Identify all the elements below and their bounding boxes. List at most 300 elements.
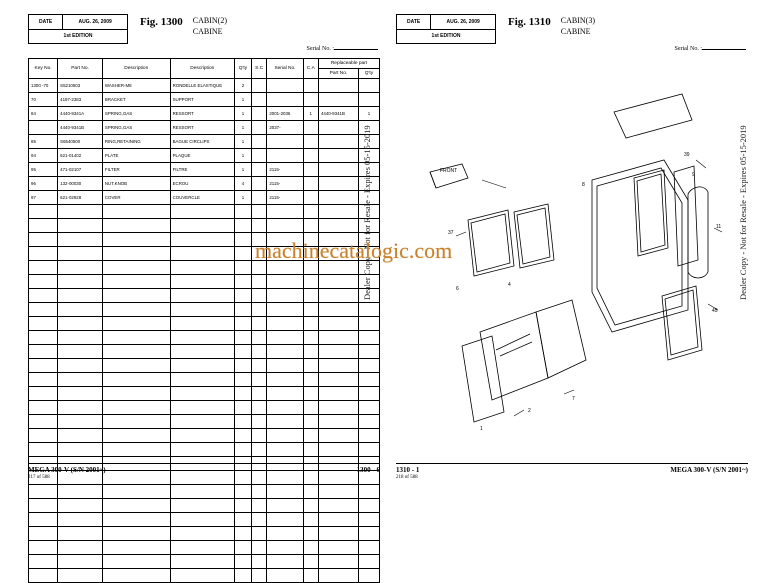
cell-desc2: RESSORT <box>170 121 234 135</box>
cell-ca: 1 <box>303 107 318 121</box>
cell-desc2 <box>170 499 234 513</box>
cell-rqty <box>358 373 379 387</box>
table-row-empty <box>29 443 380 457</box>
cell-qty: 1 <box>234 191 251 205</box>
cell-qty <box>234 527 251 541</box>
cell-desc: NUT,KNOB <box>102 177 170 191</box>
cell-ca <box>303 289 318 303</box>
cell-ca <box>303 219 318 233</box>
cell-ca <box>303 191 318 205</box>
cell-key <box>29 331 58 345</box>
cell-rpart <box>318 345 358 359</box>
cell-qty <box>234 331 251 345</box>
cell-rqty <box>358 513 379 527</box>
cell-rqty <box>358 499 379 513</box>
cell-key: 95 <box>29 163 58 177</box>
cell-sc <box>251 135 266 149</box>
cell-desc2 <box>170 443 234 457</box>
cell-key <box>29 373 58 387</box>
cell-sc <box>251 107 266 121</box>
table-row-empty <box>29 555 380 569</box>
cell-desc2 <box>170 429 234 443</box>
cell-key <box>29 415 58 429</box>
cell-key <box>29 121 58 135</box>
cell-part: 4440-9341A <box>58 107 103 121</box>
cell-qty: 2 <box>234 79 251 93</box>
cell-ca <box>303 499 318 513</box>
cell-part <box>58 289 103 303</box>
cell-ca <box>303 415 318 429</box>
cell-desc <box>102 527 170 541</box>
cell-serial <box>267 401 303 415</box>
cell-key <box>29 401 58 415</box>
cell-key: 97 <box>29 191 58 205</box>
cell-qty <box>234 387 251 401</box>
cell-rqty <box>358 443 379 457</box>
cell-part <box>58 401 103 415</box>
cell-part <box>58 233 103 247</box>
cell-desc2 <box>170 303 234 317</box>
table-row-empty <box>29 499 380 513</box>
table-row-empty <box>29 331 380 345</box>
cell-serial <box>267 135 303 149</box>
cell-ca <box>303 121 318 135</box>
cell-qty <box>234 289 251 303</box>
cell-desc2 <box>170 387 234 401</box>
cell-key <box>29 485 58 499</box>
cell-rpart <box>318 429 358 443</box>
cell-ca <box>303 387 318 401</box>
left-footer-model: MEGA 300-V (S/N 2001~) <box>28 466 106 474</box>
cell-key <box>29 359 58 373</box>
cell-rpart <box>318 163 358 177</box>
col-replaceable-qty: Q'ty <box>358 69 379 79</box>
cell-rpart <box>318 121 358 135</box>
cell-desc2 <box>170 527 234 541</box>
right-fig-name-fr: CABINE <box>560 26 591 36</box>
cell-sc <box>251 177 266 191</box>
table-row <box>29 121 380 135</box>
cell-sc <box>251 499 266 513</box>
left-dealer-copy-watermark: Dealer Copy - Not for Resale - Expires 05-15-2019 <box>362 125 372 300</box>
cell-desc2 <box>170 261 234 275</box>
drawing-front-label: FRONT <box>440 168 458 174</box>
cell-rpart <box>318 443 358 457</box>
cell-sc <box>251 121 266 135</box>
cell-desc: BRACKET <box>102 93 170 107</box>
cell-desc2 <box>170 219 234 233</box>
table-row <box>29 93 380 107</box>
cell-qty: 1 <box>234 121 251 135</box>
table-row-empty <box>29 387 380 401</box>
cell-part: 471-02107 <box>58 163 103 177</box>
cell-rpart <box>318 191 358 205</box>
cell-part <box>58 373 103 387</box>
table-row-empty <box>29 569 380 583</box>
cell-part <box>58 303 103 317</box>
cell-part <box>58 415 103 429</box>
cell-qty <box>234 569 251 583</box>
cell-key: 94 <box>29 149 58 163</box>
cell-ca <box>303 79 318 93</box>
cell-serial <box>267 93 303 107</box>
cell-qty <box>234 541 251 555</box>
right-fig-number: Fig. 1310 <box>508 16 551 28</box>
cell-rpart <box>318 135 358 149</box>
cell-desc <box>102 359 170 373</box>
cell-key: 85 <box>29 135 58 149</box>
cell-qty: 1 <box>234 135 251 149</box>
table-row-empty <box>29 345 380 359</box>
cell-desc2: FILTRE <box>170 163 234 177</box>
cell-part <box>58 527 103 541</box>
table-row-empty <box>29 275 380 289</box>
callout-6: 6 <box>456 286 459 292</box>
left-figure-title <box>140 14 227 44</box>
cell-rpart <box>318 177 358 191</box>
cell-ca <box>303 359 318 373</box>
cell-serial <box>267 275 303 289</box>
cell-desc: COVER <box>102 191 170 205</box>
cell-key <box>29 527 58 541</box>
right-fig-name-en: CABIN(3) <box>560 16 595 25</box>
cell-desc <box>102 345 170 359</box>
cell-desc2 <box>170 289 234 303</box>
table-row-empty <box>29 541 380 555</box>
cell-desc2 <box>170 345 234 359</box>
cell-key <box>29 499 58 513</box>
cell-desc <box>102 303 170 317</box>
cell-sc <box>251 541 266 555</box>
cell-desc <box>102 373 170 387</box>
cell-rpart <box>318 555 358 569</box>
cell-ca <box>303 205 318 219</box>
cell-rpart <box>318 513 358 527</box>
table-row-empty <box>29 527 380 541</box>
cell-part <box>58 499 103 513</box>
cell-rpart <box>318 415 358 429</box>
right-footer-page: 218 of 588 <box>396 475 418 480</box>
right-serial-line <box>675 46 747 52</box>
cell-sc <box>251 345 266 359</box>
left-parts-table <box>28 58 380 583</box>
table-row-empty <box>29 415 380 429</box>
cell-rpart <box>318 569 358 583</box>
col-replaceable-part-no: Part No. <box>318 69 358 79</box>
cell-rqty <box>358 527 379 541</box>
cell-desc2 <box>170 415 234 429</box>
cell-desc <box>102 317 170 331</box>
cell-serial <box>267 485 303 499</box>
cell-qty <box>234 303 251 317</box>
col-serial-no: Serial No. <box>267 59 303 79</box>
cell-desc <box>102 261 170 275</box>
cell-desc <box>102 499 170 513</box>
left-footer-page: 217 of 588 <box>28 475 50 480</box>
cell-ca <box>303 429 318 443</box>
table-row-empty <box>29 429 380 443</box>
table-row <box>29 163 380 177</box>
cell-part <box>58 317 103 331</box>
cell-sc <box>251 303 266 317</box>
cell-key <box>29 569 58 583</box>
left-date-label: DATE <box>29 15 63 29</box>
cell-sc <box>251 219 266 233</box>
cell-sc <box>251 359 266 373</box>
cell-key <box>29 317 58 331</box>
cell-serial <box>267 149 303 163</box>
cell-qty <box>234 261 251 275</box>
cell-serial: 2037- <box>267 121 303 135</box>
table-row <box>29 135 380 149</box>
cell-part <box>58 429 103 443</box>
cell-ca <box>303 345 318 359</box>
cell-desc <box>102 331 170 345</box>
cell-sc <box>251 163 266 177</box>
cell-desc2: RONDELLE ELASTIQUE <box>170 79 234 93</box>
cell-serial <box>267 541 303 555</box>
cell-ca <box>303 275 318 289</box>
cell-rqty <box>358 415 379 429</box>
cell-part <box>58 443 103 457</box>
table-row-empty <box>29 359 380 373</box>
right-page-header <box>396 14 748 44</box>
cell-serial <box>267 569 303 583</box>
cell-serial: 2115- <box>267 191 303 205</box>
cell-rpart <box>318 303 358 317</box>
cell-rpart <box>318 401 358 415</box>
cell-qty: 1 <box>234 163 251 177</box>
col-qty: Q'ty <box>234 59 251 79</box>
cell-serial <box>267 555 303 569</box>
callout-7: 7 <box>572 396 575 402</box>
cell-desc2 <box>170 275 234 289</box>
cell-rpart <box>318 387 358 401</box>
cell-qty <box>234 219 251 233</box>
cell-serial <box>267 219 303 233</box>
right-dealer-copy-watermark: Dealer Copy - Not for Resale - Expires 05-15-2019 <box>738 125 748 300</box>
col-part-no: Part No. <box>58 59 103 79</box>
cell-qty <box>234 317 251 331</box>
cell-rqty: 1 <box>358 107 379 121</box>
cell-desc2 <box>170 247 234 261</box>
cell-desc2 <box>170 373 234 387</box>
cell-part <box>58 569 103 583</box>
cell-qty <box>234 205 251 219</box>
cell-part <box>58 485 103 499</box>
cell-qty <box>234 415 251 429</box>
cell-rqty <box>358 79 379 93</box>
cell-ca <box>303 555 318 569</box>
cell-desc <box>102 569 170 583</box>
left-fig-name-fr: CABINE <box>192 26 223 36</box>
col-replaceable-part: Replaceable part <box>318 59 379 69</box>
table-row <box>29 149 380 163</box>
cell-desc2 <box>170 485 234 499</box>
cell-part: 4440-9341B <box>58 121 103 135</box>
cell-qty: 4 <box>234 177 251 191</box>
table-row <box>29 79 380 93</box>
cell-key <box>29 387 58 401</box>
cell-desc <box>102 443 170 457</box>
cell-serial <box>267 415 303 429</box>
left-date-value: AUG. 26, 2009 <box>78 18 112 25</box>
col-description: Description <box>102 59 170 79</box>
callout-1: 1 <box>480 426 483 432</box>
cell-desc2 <box>170 233 234 247</box>
cell-sc <box>251 191 266 205</box>
cell-desc2 <box>170 331 234 345</box>
cell-key <box>29 289 58 303</box>
table-row <box>29 107 380 121</box>
left-serial-label: Serial No. : <box>306 46 334 52</box>
cell-desc <box>102 555 170 569</box>
cell-key <box>29 303 58 317</box>
left-fig-number: Fig. 1300 <box>140 16 183 28</box>
table-row-empty <box>29 401 380 415</box>
right-footer-figref: 1310 - 1 <box>396 466 420 474</box>
callout-11: 11 <box>716 224 722 230</box>
col-description-fr: Description <box>170 59 234 79</box>
callout-8: 8 <box>582 182 585 188</box>
cell-desc <box>102 247 170 261</box>
cell-ca <box>303 569 318 583</box>
cell-rpart <box>318 275 358 289</box>
right-footer-model: MEGA 300-V (S/N 2001~) <box>670 466 748 474</box>
col-ca: C.A <box>303 59 318 79</box>
cell-desc2 <box>170 541 234 555</box>
cell-desc <box>102 219 170 233</box>
cell-sc <box>251 79 266 93</box>
cell-rpart: 4440-9341B <box>318 107 358 121</box>
cell-ca <box>303 401 318 415</box>
right-date-box <box>396 14 496 44</box>
cell-qty <box>234 373 251 387</box>
cell-part <box>58 513 103 527</box>
table-row-empty <box>29 485 380 499</box>
callout-45: 45 <box>712 308 718 314</box>
cell-sc <box>251 373 266 387</box>
cell-ca <box>303 331 318 345</box>
cell-desc <box>102 415 170 429</box>
cell-qty <box>234 485 251 499</box>
cell-key <box>29 555 58 569</box>
cell-desc <box>102 205 170 219</box>
cell-ca <box>303 149 318 163</box>
cell-rpart <box>318 331 358 345</box>
cell-rpart <box>318 541 358 555</box>
cell-key: 70 <box>29 93 58 107</box>
cell-qty <box>234 443 251 457</box>
cell-key <box>29 429 58 443</box>
cell-serial <box>267 527 303 541</box>
cell-serial <box>267 359 303 373</box>
right-figure-title <box>508 14 595 44</box>
cell-key <box>29 247 58 261</box>
cell-serial <box>267 317 303 331</box>
cell-part: 621-02928 <box>58 191 103 205</box>
cell-desc <box>102 289 170 303</box>
left-page-footer <box>28 463 380 484</box>
cell-desc2 <box>170 555 234 569</box>
cell-desc <box>102 485 170 499</box>
cell-key <box>29 541 58 555</box>
cell-key <box>29 443 58 457</box>
cell-key <box>29 261 58 275</box>
table-row-empty <box>29 373 380 387</box>
cell-desc: RING,RETAINING <box>102 135 170 149</box>
cell-desc2: ECROU <box>170 177 234 191</box>
cell-desc2: BAGUE CIRCLIPS <box>170 135 234 149</box>
table-row-empty <box>29 317 380 331</box>
cell-part <box>58 345 103 359</box>
cell-rpart <box>318 485 358 499</box>
table-row <box>29 191 380 205</box>
cell-serial <box>267 513 303 527</box>
cell-desc <box>102 541 170 555</box>
cell-sc <box>251 569 266 583</box>
cell-sc <box>251 513 266 527</box>
left-fig-name-en: CABIN(2) <box>192 16 227 25</box>
cell-desc2 <box>170 401 234 415</box>
cell-rqty <box>358 303 379 317</box>
cell-rpart <box>318 219 358 233</box>
cell-key <box>29 219 58 233</box>
cell-sc <box>251 289 266 303</box>
cell-qty <box>234 275 251 289</box>
cell-rqty <box>358 541 379 555</box>
cell-part <box>58 205 103 219</box>
cell-desc2: RESSORT <box>170 107 234 121</box>
cell-ca <box>303 303 318 317</box>
cell-rpart <box>318 79 358 93</box>
cell-qty: 1 <box>234 93 251 107</box>
cell-ca <box>303 177 318 191</box>
cell-qty: 1 <box>234 107 251 121</box>
cell-desc2: COUVERCLE <box>170 191 234 205</box>
cell-rpart <box>318 527 358 541</box>
table-row-empty <box>29 289 380 303</box>
cell-desc2: SUPPORT <box>170 93 234 107</box>
cell-desc <box>102 513 170 527</box>
left-footer-figref: 1300 - 6 <box>356 466 380 474</box>
cell-ca <box>303 93 318 107</box>
cell-qty <box>234 513 251 527</box>
cell-desc: WASHER-M8 <box>102 79 170 93</box>
cell-rqty <box>358 317 379 331</box>
cell-desc <box>102 429 170 443</box>
cell-key <box>29 205 58 219</box>
cell-desc: FILTER <box>102 163 170 177</box>
cell-key <box>29 513 58 527</box>
table-row <box>29 177 380 191</box>
cell-part: S6540500 <box>58 135 103 149</box>
cell-desc: SPRING,GAS <box>102 107 170 121</box>
right-date-value: AUG. 26, 2009 <box>446 18 480 25</box>
cell-sc <box>251 401 266 415</box>
callout-4: 4 <box>508 282 511 288</box>
cell-key <box>29 345 58 359</box>
cell-rqty <box>358 345 379 359</box>
callout-39: 39 <box>684 152 690 158</box>
cell-sc <box>251 275 266 289</box>
cell-sc <box>251 93 266 107</box>
cell-rqty <box>358 359 379 373</box>
right-page-footer <box>396 463 748 484</box>
cell-sc <box>251 485 266 499</box>
cell-part <box>58 247 103 261</box>
cell-rpart <box>318 93 358 107</box>
